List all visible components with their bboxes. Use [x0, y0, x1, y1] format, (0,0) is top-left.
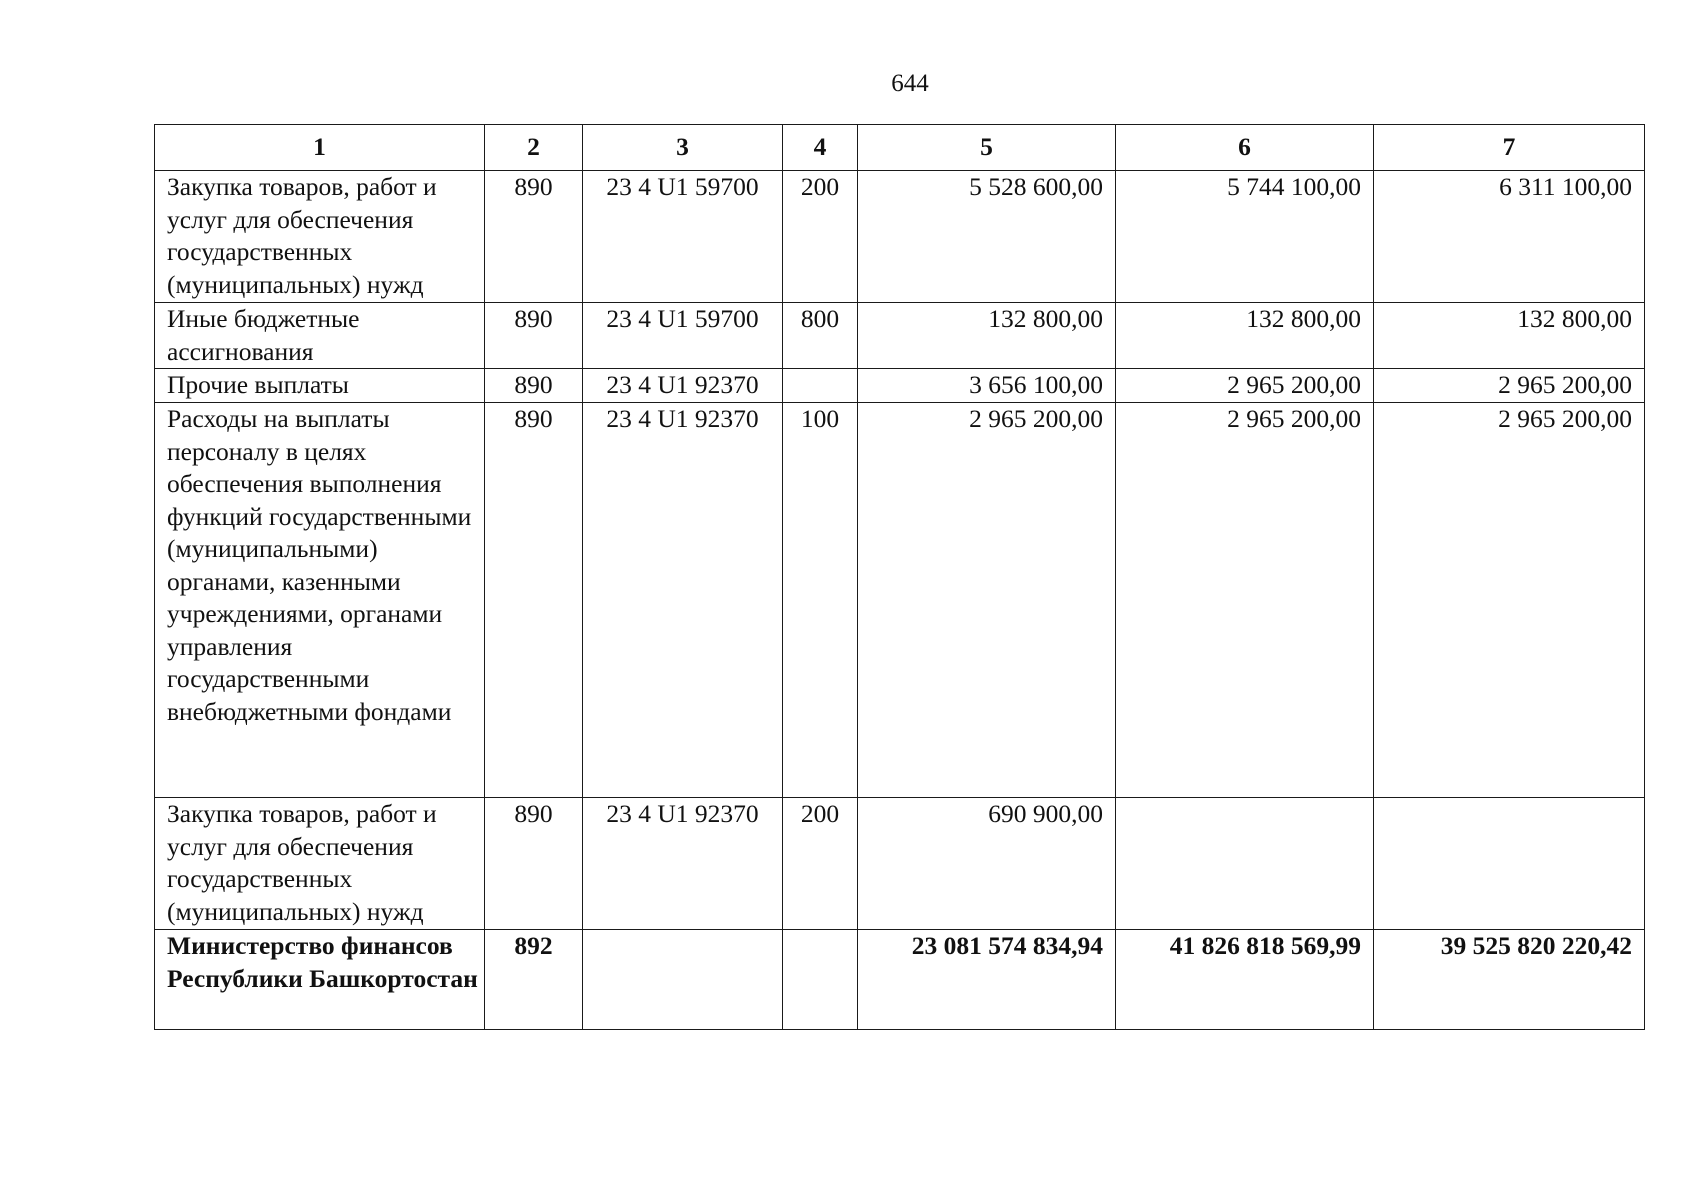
row-type	[783, 930, 858, 1030]
table-row	[155, 303, 1645, 369]
header-col-5: 5	[858, 125, 1116, 171]
row-type: 200	[783, 171, 858, 303]
row-year1: 5 528 600,00	[858, 171, 1116, 303]
row-target: 23 4 U1 92370	[583, 798, 783, 930]
row-type: 200	[783, 798, 858, 930]
row-name: Прочие выплаты	[155, 369, 485, 403]
row-year3	[1374, 798, 1645, 930]
row-ved: 890	[485, 369, 583, 403]
row-target: 23 4 U1 92370	[583, 369, 783, 403]
row-year2: 132 800,00	[1116, 303, 1374, 369]
row-name: Иные бюджетные ассигнования	[155, 303, 485, 369]
header-col-7: 7	[1374, 125, 1645, 171]
row-year3: 2 965 200,00	[1374, 403, 1645, 798]
row-year3: 2 965 200,00	[1374, 369, 1645, 403]
row-ved: 890	[485, 798, 583, 930]
row-target: 23 4 U1 59700	[583, 171, 783, 303]
header-col-2: 2	[485, 125, 583, 171]
row-ved: 890	[485, 303, 583, 369]
row-year1: 3 656 100,00	[858, 369, 1116, 403]
row-ved: 890	[485, 403, 583, 798]
table-row-total	[155, 930, 1645, 1030]
header-col-4: 4	[783, 125, 858, 171]
table-row	[155, 369, 1645, 403]
row-year2: 2 965 200,00	[1116, 403, 1374, 798]
row-year1: 690 900,00	[858, 798, 1116, 930]
header-col-6: 6	[1116, 125, 1374, 171]
table-row	[155, 403, 1645, 798]
row-target: 23 4 U1 92370	[583, 403, 783, 798]
header-col-3: 3	[583, 125, 783, 171]
table-row	[155, 798, 1645, 930]
page-number: 644	[891, 70, 929, 97]
row-ved: 890	[485, 171, 583, 303]
row-year2	[1116, 798, 1374, 930]
row-year2: 5 744 100,00	[1116, 171, 1374, 303]
row-year2: 2 965 200,00	[1116, 369, 1374, 403]
row-type: 800	[783, 303, 858, 369]
table-row	[155, 171, 1645, 303]
row-year3: 132 800,00	[1374, 303, 1645, 369]
row-type	[783, 369, 858, 403]
header-col-1: 1	[155, 125, 485, 171]
budget-table	[154, 124, 1645, 1030]
row-target	[583, 930, 783, 1030]
row-name: Министерство финансов Республики Башкортостан	[155, 930, 485, 1030]
row-target: 23 4 U1 59700	[583, 303, 783, 369]
row-year1: 23 081 574 834,94	[858, 930, 1116, 1030]
row-year2: 41 826 818 569,99	[1116, 930, 1374, 1030]
row-year3: 6 311 100,00	[1374, 171, 1645, 303]
row-ved: 892	[485, 930, 583, 1030]
row-year1: 2 965 200,00	[858, 403, 1116, 798]
row-name: Закупка товаров, работ и услуг для обеспечения государственных (муниципальных) нужд	[155, 171, 485, 303]
row-name: Расходы на выплаты персоналу в целях обеспечения выполнения функций государственными (муниципальными) органами, казенными учреждениями, органами управления государственными внебюджетными фондами	[155, 403, 485, 798]
row-name: Закупка товаров, работ и услуг для обеспечения государственных (муниципальных) нужд	[155, 798, 485, 930]
header-row	[155, 125, 1645, 171]
row-year1: 132 800,00	[858, 303, 1116, 369]
row-year3: 39 525 820 220,42	[1374, 930, 1645, 1030]
row-type: 100	[783, 403, 858, 798]
